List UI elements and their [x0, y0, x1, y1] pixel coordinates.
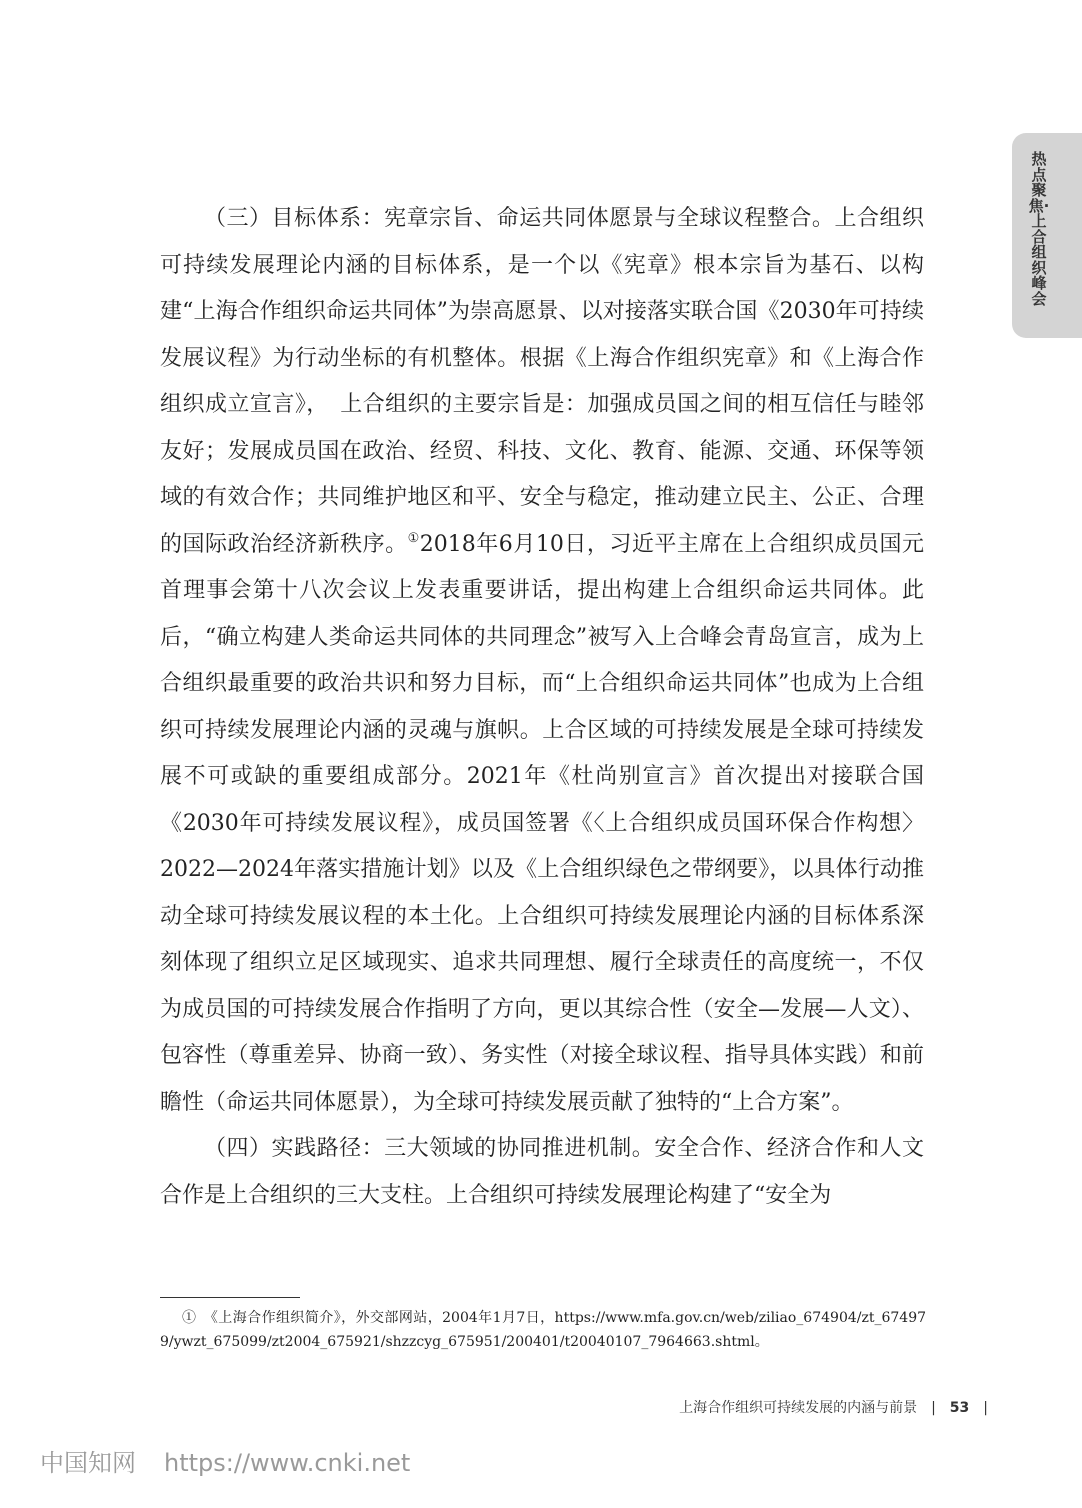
section-tab-label: 热点聚焦·上合组织峰会: [1028, 150, 1050, 308]
footnote: [160, 1306, 926, 1354]
footnote-reference[interactable]: ①: [407, 530, 420, 546]
running-footer-separator: |: [931, 1400, 936, 1416]
paragraph-practice-path: （四）实践路径：三大领域的协同推进机制。安全合作、经济合作和人文合作是上合组织的三大支柱。上合组织可持续发展理论构建了“安全为: [160, 1136, 924, 1208]
paragraph-target-system-part1: （三）目标体系：宪章宗旨、命运共同体愿景与全球议程整合。上合组织可持续发展理论内涵的目标体系，是一个以《宪章》根本宗旨为基石、以构建“上海合作组织命运共同体”为崇高愿景、以对接落实联合国《2030年可持续发展议程》为行动坐标的有机整体。根据《上海合作组织宪章》和《上海合作组织成立宣言》， 上合组织的主要宗旨是：加强成员国之间的相互信任与睦邻友好；发展成员国在政治、经贸、科技、文化、教育、能源、交通、环保等领域的有效合作；共同维护地区和平、安全与稳定，推动建立民主、公正、合理的国际政治经济新秩序。: [160, 206, 924, 557]
running-footer-separator-end: |: [983, 1400, 988, 1416]
watermark-name: 中国知网: [40, 1449, 136, 1477]
running-footer-title: 上海合作组织可持续发展的内涵与前景: [679, 1400, 918, 1416]
footnote-text: 《上海合作组织简介》，外交部网站，2004年1月7日，https://www.mfa.gov.cn/web/ziliao_674904/zt_674979/ywzt_675099/zt2004_675921/shzzcyg_675951/200401/t20040107_7964663.shtml。: [160, 1310, 927, 1350]
paragraph-target-system: [160, 196, 924, 1126]
paragraph-target-system-part2: 2018年6月10日，习近平主席在上合组织成员国元首理事会第十八次会议上发表重要讲话，提出构建上合组织命运共同体。此后，“确立构建人类命运共同体的共同理念”被写入上合峰会青岛宣言，成为上合组织最重要的政治共识和努力目标，而“上合组织命运共同体”也成为上合组织可持续发展理论内涵的灵魂与旗帜。上合区域的可持续发展是全球可持续发展不可或缺的重要组成部分。2021年《杜尚别宣言》首次提出对接联合国《2030年可持续发展议程》，成员国签署《〈上合组织成员国环保合作构想〉2022—2024年落实措施计划》以及《上合组织绿色之带纲要》，以具体行动推动全球可持续发展议程的本土化。上合组织可持续发展理论内涵的目标体系深刻体现了组织立足区域现实、追求共同理想、履行全球责任的高度统一，不仅为成员国的可持续发展合作指明了方向，更以其综合性（安全—发展—人文）、包容性（尊重差异、协商一致）、务实性（对接全球议程、指导具体实践）和前瞻性（命运共同体愿景），为全球可持续发展贡献了独特的“上合方案”。: [160, 531, 924, 1115]
page-number: 53: [949, 1400, 970, 1416]
running-footer: [679, 1397, 988, 1417]
footnote-marker: ①: [182, 1310, 197, 1326]
body-text: [160, 196, 924, 1219]
watermark-url[interactable]: https://www.cnki.net: [164, 1449, 411, 1477]
footnote-divider: [160, 1297, 300, 1298]
cnki-watermark: [40, 1443, 410, 1478]
